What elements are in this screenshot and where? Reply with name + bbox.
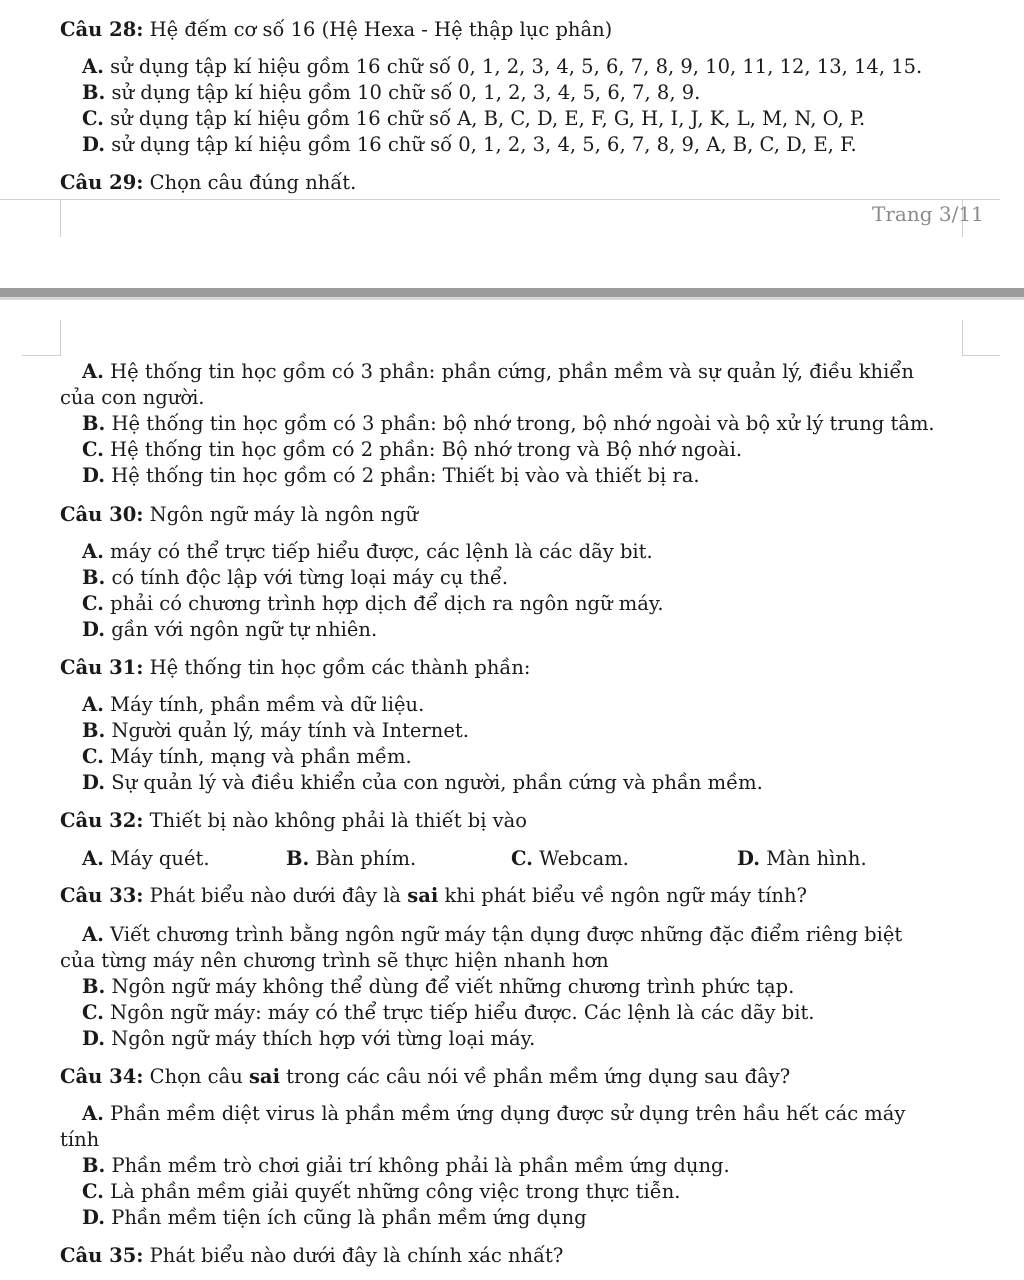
option-label: A. — [82, 1102, 104, 1125]
option-label: C. — [82, 1180, 104, 1203]
option-label: B. — [82, 81, 106, 104]
question-33 — [60, 883, 807, 909]
footer-guide-line — [0, 199, 1000, 200]
option-b — [82, 1153, 730, 1179]
option-text: Máy tính, phần mềm và dữ liệu. — [110, 693, 425, 716]
option-text: sử dụng tập kí hiệu gồm 16 chữ số 0, 1, 2, 3, 4, 5, 6, 7, 8, 9, A, B, C, D, E, F. — [111, 133, 857, 156]
option-label: C. — [82, 438, 104, 461]
option-d — [82, 463, 700, 489]
option-text: Phần mềm trò chơi giải trí không phải là phần mềm ứng dụng. — [111, 1154, 730, 1177]
question-text-post: trong các câu nói về phần mềm ứng dụng sau đây? — [279, 1065, 791, 1088]
option-a — [82, 1101, 905, 1127]
question-32 — [60, 808, 527, 834]
option-text: Sự quản lý và điều khiển của con người, phần cứng và phần mềm. — [111, 771, 763, 794]
option-text: máy có thể trực tiếp hiểu được, các lệnh là các dãy bit. — [110, 540, 653, 563]
question-34 — [60, 1064, 790, 1090]
question-number: Câu 28: — [60, 18, 144, 41]
option-text: Ngôn ngữ máy không thể dùng để viết những chương trình phức tạp. — [111, 975, 795, 998]
question-number: Câu 35: — [60, 1244, 144, 1267]
option-a — [82, 359, 914, 385]
header-guide-left — [22, 355, 60, 356]
option-b — [82, 411, 935, 437]
option-c — [511, 846, 629, 872]
header-guide-right — [962, 355, 1000, 356]
option-text: Hệ thống tin học gồm có 3 phần: phần cứng, phần mềm và sự quản lý, điều khiển — [110, 360, 914, 383]
option-text: Ngôn ngữ máy thích hợp với từng loại máy. — [111, 1027, 536, 1050]
option-b — [82, 565, 508, 591]
option-text: Máy quét. — [110, 847, 210, 870]
option-label: B. — [82, 1154, 106, 1177]
option-text: Webcam. — [539, 847, 629, 870]
option-a — [82, 846, 210, 872]
question-text-emphasis: sai — [248, 1065, 280, 1088]
question-text: Thiết bị nào không phải là thiết bị vào — [143, 809, 528, 832]
option-label: B. — [82, 566, 106, 589]
option-c — [82, 437, 742, 463]
page-number: Trang 3/11 — [872, 202, 984, 226]
question-30 — [60, 502, 418, 528]
question-number: Câu 32: — [60, 809, 144, 832]
option-d — [82, 1026, 535, 1052]
header-corner-right — [962, 320, 963, 356]
option-c — [82, 106, 865, 132]
option-text: Phần mềm diệt virus là phần mềm ứng dụng được sử dụng trên hầu hết các máy — [110, 1102, 906, 1125]
option-text: Màn hình. — [766, 847, 867, 870]
option-label: C. — [82, 1001, 104, 1024]
option-d — [82, 770, 763, 796]
option-label: D. — [737, 847, 761, 870]
option-label: A. — [82, 847, 104, 870]
page-separator-shadow — [0, 297, 1024, 300]
option-text: Ngôn ngữ máy: máy có thể trực tiếp hiểu được. Các lệnh là các dãy bit. — [110, 1001, 815, 1024]
option-b — [82, 80, 700, 106]
option-text: Hệ thống tin học gồm có 2 phần: Thiết bị vào và thiết bị ra. — [111, 464, 700, 487]
option-label: D. — [82, 618, 106, 641]
option-text: Người quản lý, máy tính và Internet. — [111, 719, 469, 742]
option-text: Hệ thống tin học gồm có 3 phần: bộ nhớ trong, bộ nhớ ngoài và bộ xử lý trung tâm. — [111, 412, 935, 435]
option-label: C. — [511, 847, 533, 870]
option-c — [82, 1000, 815, 1026]
option-d — [737, 846, 867, 872]
option-text: Hệ thống tin học gồm có 2 phần: Bộ nhớ trong và Bộ nhớ ngoài. — [110, 438, 743, 461]
question-text: Hệ đếm cơ số 16 (Hệ Hexa - Hệ thập lục phân) — [143, 18, 613, 41]
option-b — [82, 718, 469, 744]
option-text: sử dụng tập kí hiệu gồm 10 chữ số 0, 1, 2, 3, 4, 5, 6, 7, 8, 9. — [111, 81, 701, 104]
option-text: Viết chương trình bằng ngôn ngữ máy tận dụng được những đặc điểm riêng biệt — [110, 923, 903, 946]
option-c — [82, 1179, 681, 1205]
option-label: A. — [82, 693, 104, 716]
option-text: Là phần mềm giải quyết những công việc trong thực tiễn. — [110, 1180, 681, 1203]
option-label: D. — [82, 1027, 106, 1050]
question-text-pre: Phát biểu nào dưới đây là — [143, 884, 408, 907]
option-label: D. — [82, 771, 106, 794]
option-label: A. — [82, 923, 104, 946]
question-29 — [60, 170, 356, 196]
question-31 — [60, 655, 530, 681]
option-label: D. — [82, 464, 106, 487]
question-number: Câu 33: — [60, 884, 144, 907]
question-number: Câu 34: — [60, 1065, 144, 1088]
option-a — [82, 539, 653, 565]
option-b — [82, 974, 794, 1000]
option-a — [82, 692, 424, 718]
option-label: A. — [82, 360, 104, 383]
question-number: Câu 31: — [60, 656, 144, 679]
question-text-pre: Chọn câu — [143, 1065, 249, 1088]
question-35 — [60, 1243, 563, 1269]
option-label: B. — [82, 975, 106, 998]
option-text: có tính độc lập với từng loại máy cụ thể. — [111, 566, 509, 589]
option-text: Phần mềm tiện ích cũng là phần mềm ứng dụng — [111, 1206, 587, 1229]
option-a — [82, 54, 922, 80]
question-text: Ngôn ngữ máy là ngôn ngữ — [143, 503, 419, 526]
option-label: B. — [82, 719, 106, 742]
option-label: D. — [82, 1206, 106, 1229]
option-c — [82, 591, 664, 617]
header-corner-left — [60, 320, 61, 356]
option-text: Máy tính, mạng và phần mềm. — [110, 745, 412, 768]
question-text-emphasis: sai — [407, 884, 439, 907]
question-text-post: khi phát biểu về ngôn ngữ máy tính? — [438, 884, 807, 907]
option-text: Bàn phím. — [315, 847, 417, 870]
option-a-continued: tính — [60, 1128, 100, 1151]
footer-corner-left — [60, 199, 61, 237]
option-c — [82, 744, 412, 770]
option-label: B. — [82, 412, 106, 435]
option-b — [286, 846, 416, 872]
option-label: D. — [82, 133, 106, 156]
option-text: phải có chương trình hợp dịch để dịch ra ngôn ngữ máy. — [110, 592, 664, 615]
question-text: Hệ thống tin học gồm các thành phần: — [143, 656, 531, 679]
option-text: sử dụng tập kí hiệu gồm 16 chữ số 0, 1, 2, 3, 4, 5, 6, 7, 8, 9, 10, 11, 12, 13, 14, 15. — [110, 55, 923, 78]
option-a — [82, 922, 902, 948]
question-text: Chọn câu đúng nhất. — [143, 171, 357, 194]
option-d — [82, 1205, 587, 1231]
option-label: C. — [82, 107, 104, 130]
option-label: A. — [82, 55, 104, 78]
option-label: B. — [286, 847, 310, 870]
option-text: gần với ngôn ngữ tự nhiên. — [111, 618, 378, 641]
option-d — [82, 132, 857, 158]
option-a-continued: của từng máy nên chương trình sẽ thực hiện nhanh hơn — [60, 949, 609, 972]
page-separator — [0, 288, 1024, 297]
question-number: Câu 30: — [60, 503, 144, 526]
option-label: A. — [82, 540, 104, 563]
question-number: Câu 29: — [60, 171, 144, 194]
option-text: sử dụng tập kí hiệu gồm 16 chữ số A, B, C, D, E, F, G, H, I, J, K, L, M, N, O, P. — [110, 107, 866, 130]
option-label: C. — [82, 745, 104, 768]
question-28 — [60, 17, 612, 43]
question-text: Phát biểu nào dưới đây là chính xác nhất? — [143, 1244, 564, 1267]
option-label: C. — [82, 592, 104, 615]
option-d — [82, 617, 377, 643]
option-a-continued: của con người. — [60, 386, 205, 409]
